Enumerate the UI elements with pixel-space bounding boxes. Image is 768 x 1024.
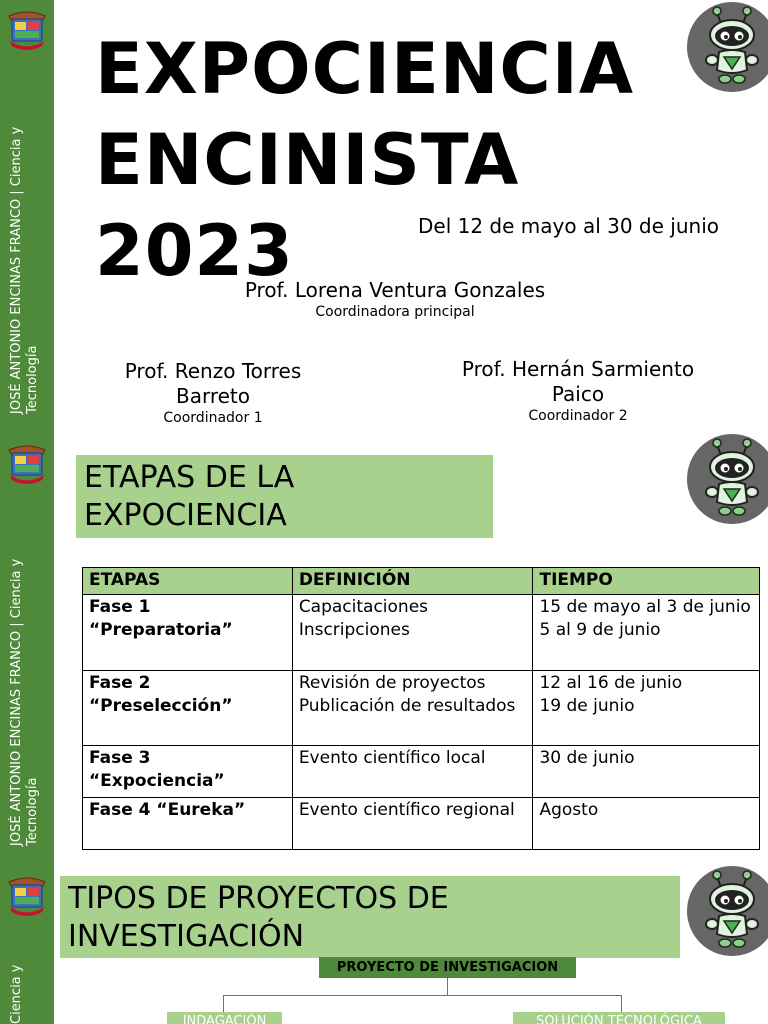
- stage-cell: Fase 1 “Preparatoria”: [83, 595, 293, 671]
- table-row: [83, 671, 760, 746]
- sidebar-institution-text: Ciencia y: [9, 964, 24, 1024]
- sidebar: [0, 866, 54, 1024]
- slide-cover: [0, 0, 768, 434]
- definition-cell: Evento científico regional: [292, 798, 533, 850]
- definition-cell: Revisión de proyectos Publicación de resultados: [292, 671, 533, 746]
- sidebar-institution-text: JOSÉ ANTONIO ENCINAS FRANCO | Ciencia y Tecnología: [9, 558, 40, 846]
- table-row: [83, 798, 760, 850]
- definition-cell: Capacitaciones Inscripciones: [292, 595, 533, 671]
- stage-cell: Fase 3 “Expociencia”: [83, 746, 293, 798]
- title-line-2: ENCINISTA: [95, 119, 520, 201]
- time-cell: 15 de mayo al 3 de junio 5 al 9 de junio: [533, 595, 760, 671]
- org-chart-child-left: INDAGACIÓN: [167, 1012, 282, 1024]
- definition-cell: Evento científico local: [292, 746, 533, 798]
- table-row: [83, 746, 760, 798]
- main-coordinator-role: Coordinadora principal: [315, 304, 475, 320]
- stages-section-title: ETAPAS DE LA EXPOCIENCIA: [76, 455, 493, 538]
- coordinator-2-role: Coordinador 2: [528, 408, 628, 424]
- event-title: [95, 24, 695, 297]
- robot-mascot-icon: [687, 866, 768, 956]
- school-crest-icon: [6, 442, 48, 486]
- org-connector: [621, 995, 622, 1012]
- school-crest-icon: [6, 8, 48, 52]
- time-cell: 12 al 16 de junio 19 de junio: [533, 671, 760, 746]
- sidebar: [0, 0, 54, 434]
- org-chart-child-right: SOLUCIÓN TECNOLÓGICA: [513, 1012, 725, 1024]
- org-chart-root: PROYECTO DE INVESTIGACION: [319, 957, 576, 978]
- coordinator-1: [108, 359, 318, 427]
- sidebar-institution-text: JOSÉ ANTONIO ENCINAS FRANCO | Ciencia y Tecnología: [9, 126, 40, 414]
- title-line-3: 2023: [95, 210, 294, 292]
- table-header-row: [83, 568, 760, 595]
- table-row: [83, 595, 760, 671]
- coordinator-1-name: Prof. Renzo Torres Barreto: [124, 359, 302, 408]
- slide-stages: [0, 434, 768, 866]
- stages-table: [82, 567, 760, 850]
- column-header: DEFINICIÓN: [292, 568, 533, 595]
- coordinator-2: [440, 357, 716, 425]
- coordinator-2-name: Prof. Hernán Sarmiento Paico: [461, 357, 695, 406]
- org-connector: [223, 995, 622, 996]
- column-header: TIEMPO: [533, 568, 760, 595]
- school-crest-icon: [6, 874, 48, 918]
- main-coordinator-name: Prof. Lorena Ventura Gonzales: [244, 278, 546, 302]
- coordinator-1-role: Coordinador 1: [163, 410, 263, 426]
- sidebar: [0, 434, 54, 866]
- stage-cell: Fase 4 “Eureka”: [83, 798, 293, 850]
- event-dates: Del 12 de mayo al 30 de junio: [418, 214, 719, 238]
- robot-mascot-icon: [687, 434, 768, 524]
- stage-cell: Fase 2 “Preselección”: [83, 671, 293, 746]
- time-cell: Agosto: [533, 798, 760, 850]
- org-connector: [447, 978, 448, 995]
- title-line-1: EXPOCIENCIA: [95, 28, 635, 110]
- main-coordinator: [220, 278, 570, 321]
- project-types-section-title: TIPOS DE PROYECTOS DE INVESTIGACIÓN: [60, 876, 680, 958]
- robot-mascot-icon: [687, 2, 768, 92]
- slide-project-types: [0, 866, 768, 1024]
- time-cell: 30 de junio: [533, 746, 760, 798]
- column-header: ETAPAS: [83, 568, 293, 595]
- org-connector: [223, 995, 224, 1012]
